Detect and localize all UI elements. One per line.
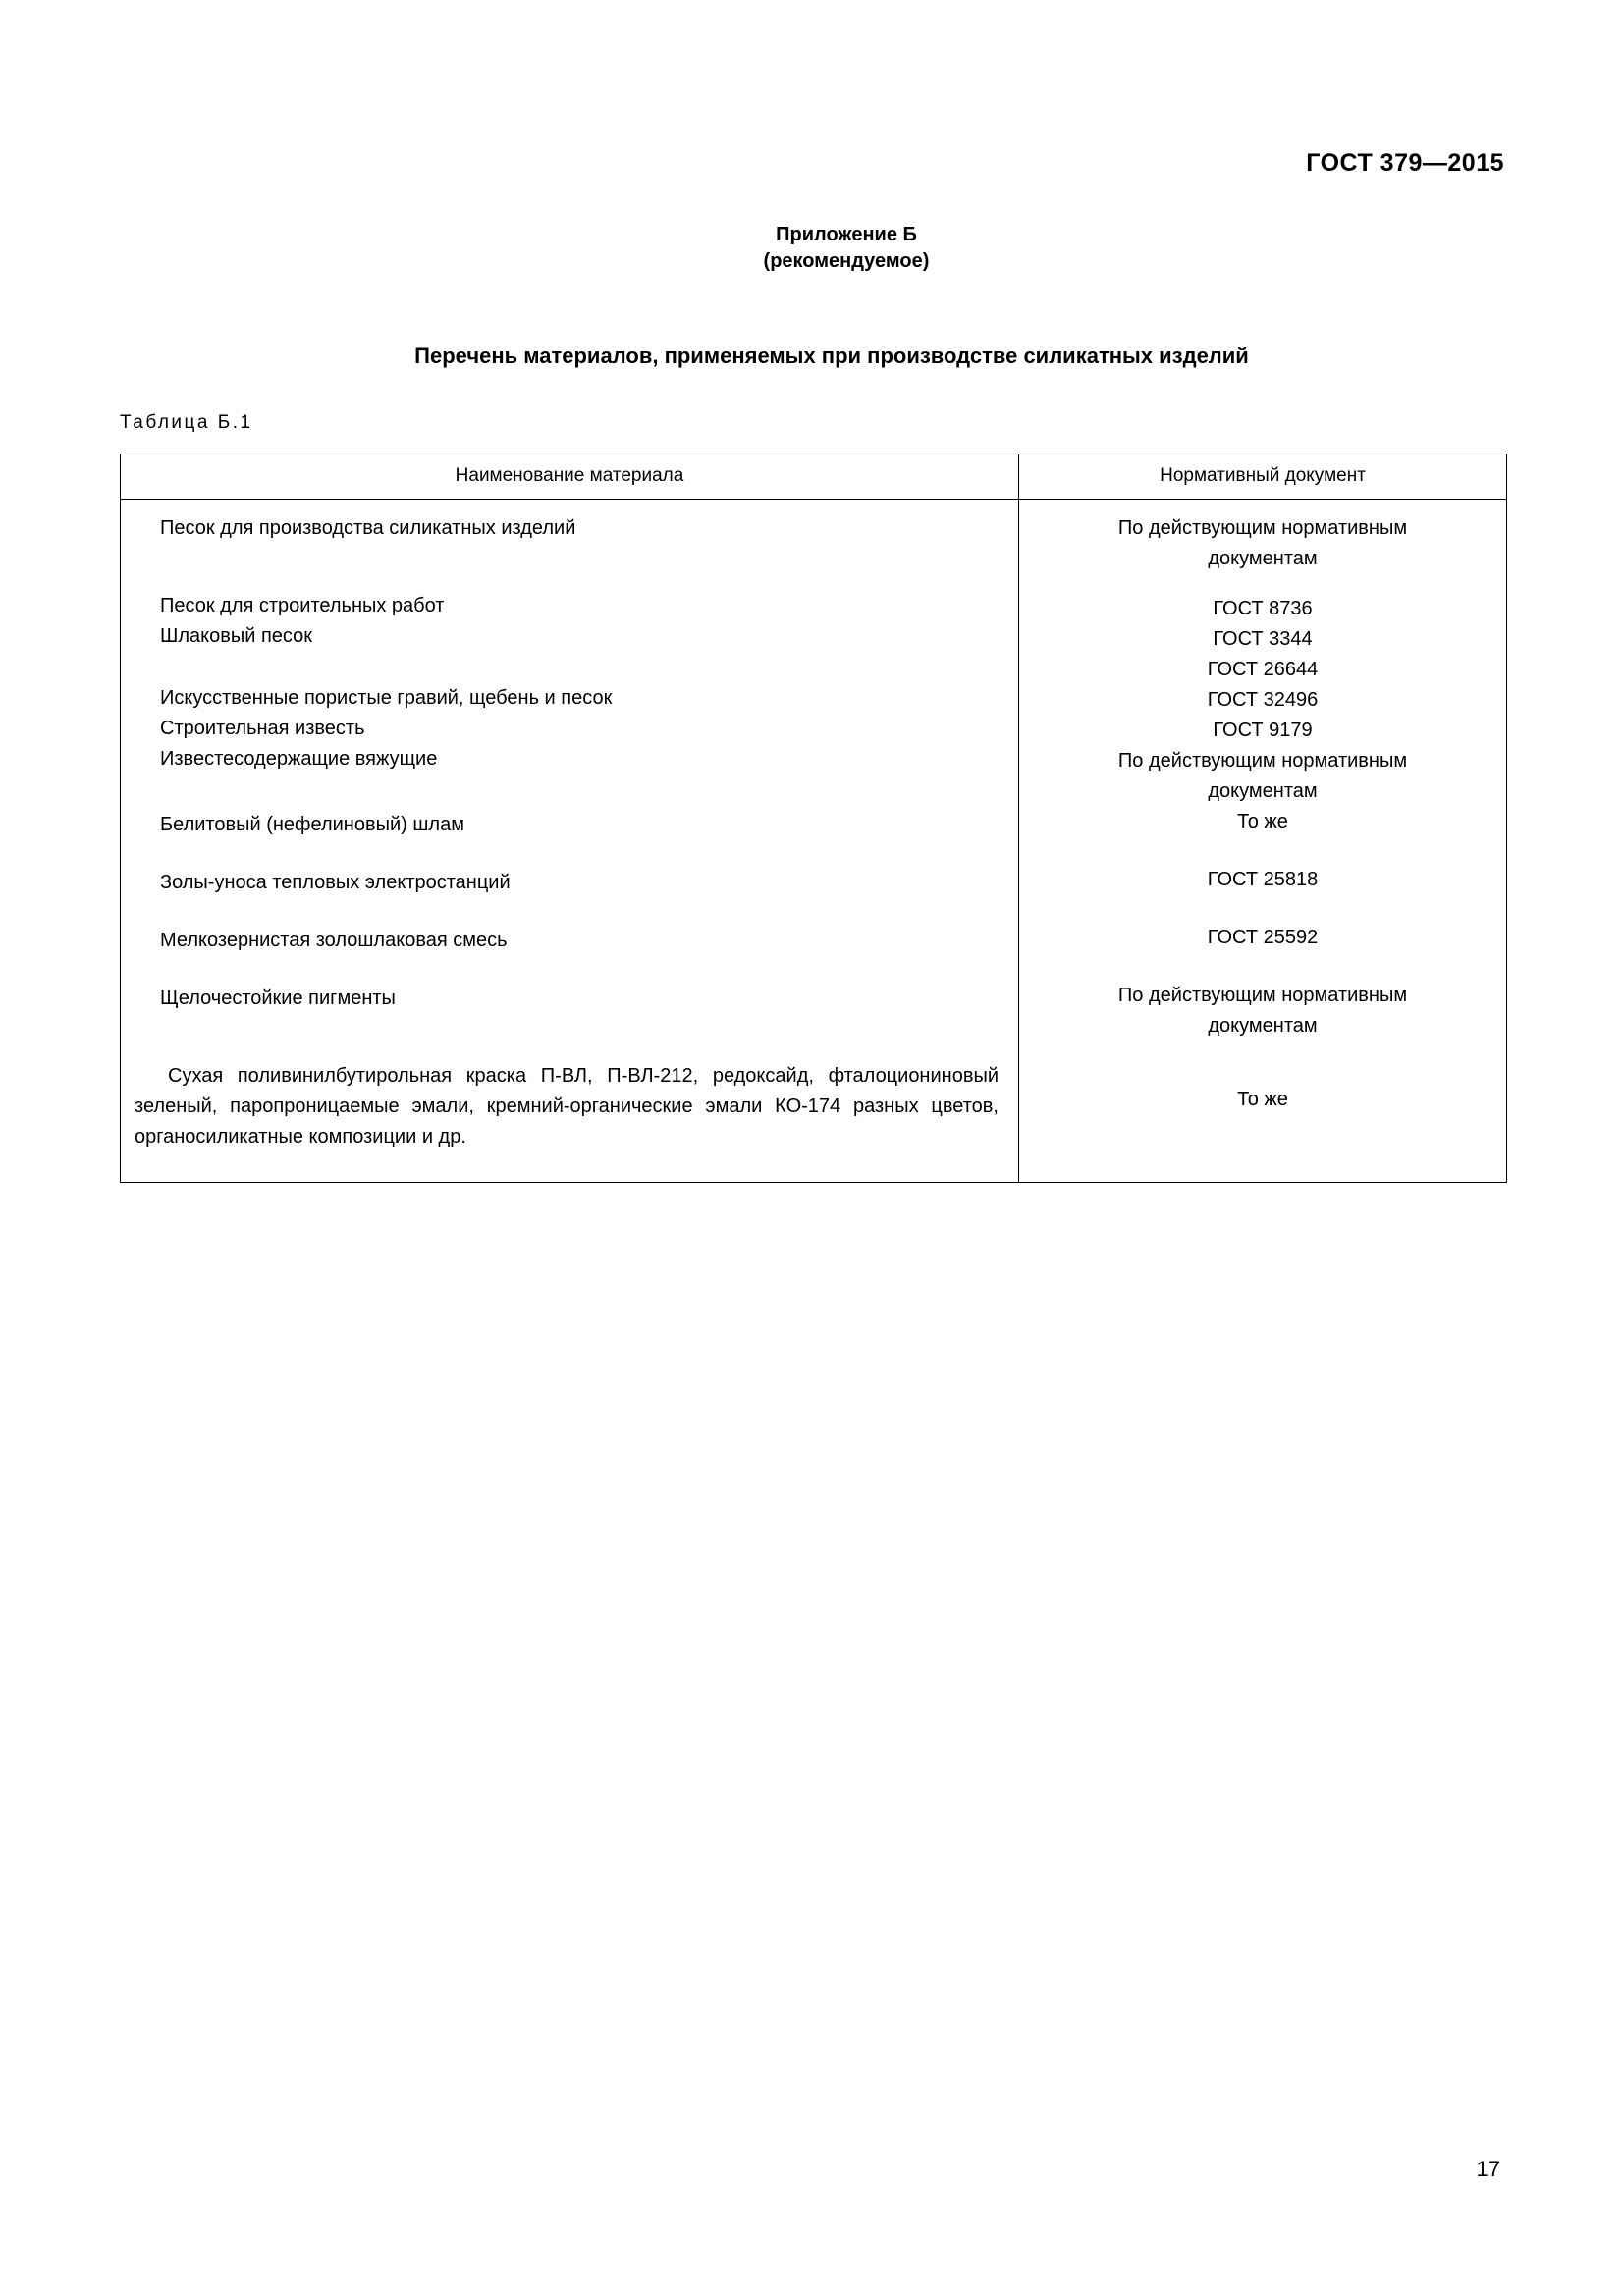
list-item: ГОСТ 32496 [1207,689,1319,711]
list-item: Строительная известь [160,718,365,739]
table-caption: Таблица Б.1 [120,412,253,433]
annex-title: Приложение Б [776,224,917,245]
list-item: По действующим нормативным [1117,517,1408,539]
list-item: Песок для производства силикатных изделий [160,517,576,539]
table-header-row [121,454,1507,500]
list-item: То же [1237,1089,1288,1110]
spacer [1019,1041,1506,1085]
spacer [1019,837,1506,865]
normative-documents-cell [1019,500,1507,1183]
table-row [121,500,1507,1183]
list-item: ГОСТ 8736 [1213,598,1313,619]
list-item: ГОСТ 9179 [1213,720,1313,741]
list-item: По действующим нормативным [1117,985,1408,1006]
list-item: Сухая поливинилбутирольная краска П-ВЛ, П-ВЛ-212, редоксайд, фталоциониновый зеленый, паропроницаемые эмали, кремний-органические эмали КО-174 разных цветов, органосиликатные композиции и др. [135,1065,999,1148]
spacer [121,1152,1018,1168]
section-heading: Перечень материалов, применяемых при производстве силикатных изделий [414,344,1249,368]
list-item: Мелкозернистая золошлаковая смесь [160,930,508,951]
annex-heading-block [0,224,1624,273]
list-item: Известесодержащие вяжущие [160,748,438,770]
material-names-cell [121,500,1019,1183]
list-item: Искусственные пористые гравий, щебень и песок [160,687,613,709]
list-item: Щелочестойкие пигменты [160,988,396,1009]
list-item: Белитовый (нефелиновый) шлам [160,814,464,835]
spacer [121,652,1018,683]
list-item: Золы-уноса тепловых электростанций [160,872,511,893]
list-item: Песок для строительных работ [160,595,445,616]
annex-subtitle: (рекомендуемое) [763,250,930,272]
spacer [121,774,1018,810]
spacer [121,898,1018,926]
list-item: По действующим нормативным [1117,750,1408,772]
list-item: То же [1237,811,1288,832]
spacer [121,840,1018,868]
list-item: документам [1208,548,1318,569]
list-item: документам [1208,1015,1318,1037]
column-header-document: Нормативный документ [1019,454,1507,500]
list-item: Шлаковый песок [160,625,312,647]
spacer [1019,895,1506,923]
column-header-material: Наименование материала [121,454,1019,500]
spacer [1019,574,1506,594]
spacer [121,1014,1018,1061]
spacer [1019,953,1506,981]
list-item: ГОСТ 3344 [1213,628,1313,650]
spacer [121,956,1018,984]
list-item: ГОСТ 26644 [1207,659,1319,680]
spacer [121,544,1018,591]
list-item: ГОСТ 25818 [1207,869,1319,890]
standard-header: ГОСТ 379—2015 [1306,149,1504,177]
page-number: 17 [1476,2157,1500,2181]
list-item: документам [1208,780,1318,802]
materials-table [120,454,1507,1183]
list-item: ГОСТ 25592 [1207,927,1319,948]
